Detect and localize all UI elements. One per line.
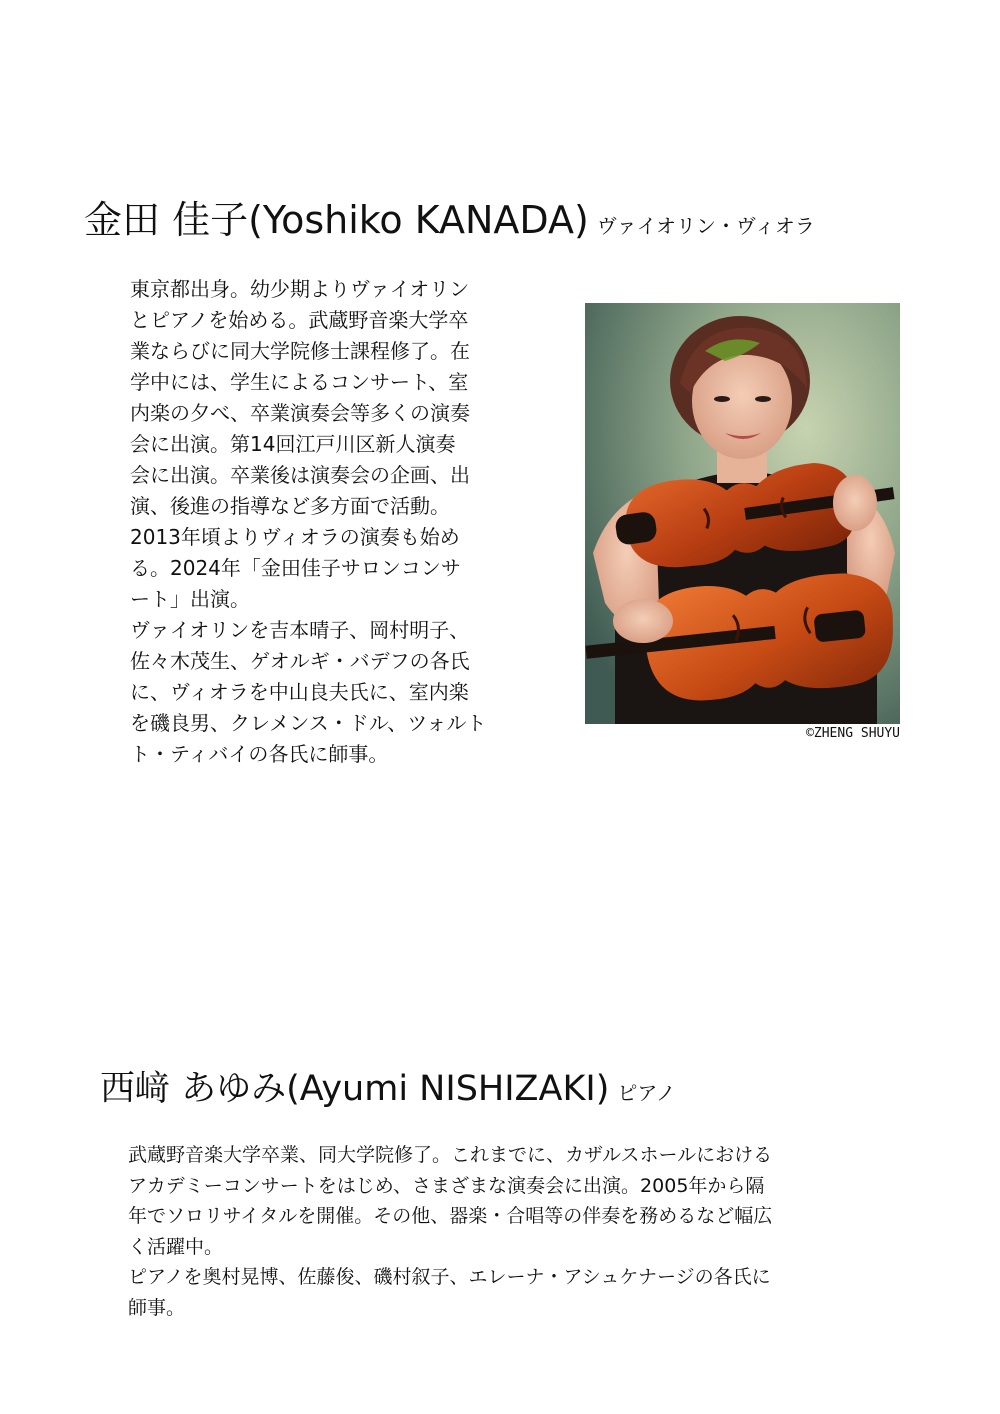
photo-credit: ©ZHENG SHUYU	[806, 726, 900, 741]
artist1-bio	[130, 274, 525, 770]
bio-line: 武蔵野音楽大学卒業、同大学院修了。これまでに、カザルスホールにおける	[128, 1144, 773, 1166]
bio-line: 業ならびに同大学院修士課程修了。在	[130, 339, 470, 363]
bio-line: 会に出演。卒業後は演奏会の企画、出	[130, 463, 470, 487]
portrait-illustration	[585, 303, 900, 724]
artist1-name: 金田 佳子(Yoshiko KANADA)	[84, 198, 589, 242]
bio-line: に、ヴィオラを中山良夫氏に、室内楽	[130, 680, 469, 704]
artist2-bio	[128, 1140, 868, 1323]
bio-line: アカデミーコンサートをはじめ、さまざまな演奏会に出演。2005年から隔	[128, 1174, 765, 1197]
bio-line: 2013年頃よりヴィオラの演奏も始め	[130, 525, 460, 549]
bio-line: 年でソロリサイタルを開催。その他、器楽・合唱等の伴奏を務めるなど幅広	[128, 1205, 773, 1227]
artist2-name: 西﨑 あゆみ(Ayumi NISHIZAKI)	[100, 1069, 610, 1109]
bio-line: 学中には、学生によるコンサート、室	[130, 370, 469, 394]
bio-line: く活躍中。	[128, 1235, 224, 1258]
bio-line: ト・ティバイの各氏に師事。	[130, 742, 389, 766]
bio-line: る。2024年「金田佳子サロンコンサ	[130, 556, 461, 580]
bio-line: 演、後進の指導など多方面で活動。	[130, 494, 450, 518]
artist1-role: ヴァイオリン・ヴィオラ	[596, 214, 815, 238]
bio-line: 師事。	[128, 1296, 186, 1319]
artist1-heading	[84, 198, 815, 242]
bio-line: とピアノを始める。武蔵野音楽大学卒	[130, 308, 469, 332]
bio-line: ピアノを奥村晃博、佐藤俊、磯村叙子、エレーナ・アシュケナージの各氏に	[128, 1266, 771, 1288]
bio-line: 佐々木茂生、ゲオルギ・バデフの各氏	[130, 649, 470, 673]
artist2-heading	[100, 1069, 676, 1109]
bio-line: を磯良男、クレメンス・ドル、ツォルト	[130, 711, 487, 735]
bio-line: 会に出演。第14回江戸川区新人演奏	[130, 432, 456, 456]
bio-line: 内楽の夕べ、卒業演奏会等多くの演奏	[130, 401, 470, 425]
bio-line: ヴァイオリンを吉本晴子、岡村明子、	[130, 618, 470, 642]
bio-line: 東京都出身。幼少期よりヴァイオリン	[130, 277, 470, 301]
artist2-role: ピアノ	[617, 1081, 676, 1105]
bio-line: ート」出演。	[130, 587, 250, 611]
artist1-photo	[585, 303, 900, 724]
